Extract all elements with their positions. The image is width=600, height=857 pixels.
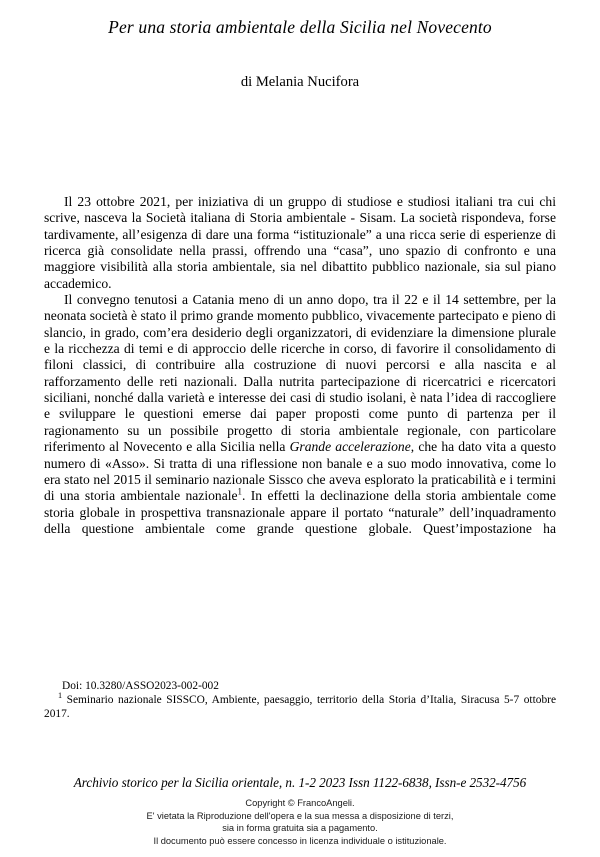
footnote-area bbox=[44, 679, 556, 721]
author-byline: di Melania Nucifora bbox=[240, 74, 360, 90]
copyright-line: E' vietata la Riproduzione dell'opera e la sua messa a disposizione di terzi, bbox=[146, 810, 454, 821]
body-paragraph-2 bbox=[44, 292, 556, 537]
copyright-line: Il documento può essere concesso in licenza individuale o istituzionale. bbox=[153, 835, 447, 846]
copyright-notice bbox=[0, 797, 600, 847]
paragraph-2-text-part-1: Il convegno tenutosi a Catania meno di un anno dopo, tra il 22 e il 14 settembre, per la neonata società è stato il primo grande momento pubblico, vivacemente partecipato e pieno di slancio, in grado, com’era desiderio degli organizzatori, di evidenziare la dimensione plurale e la ricchezza di temi e di approccio delle ricerche in corso, di favorire il consolidamento di filoni classici, di contribuire alla costruzione di nuovi percorsi e alla nascita e al rafforzamento delle reti nazionali. Dalla nutrita partecipazione di ricercatrici e ricercatori siciliani, nonché dalla varietà e interesse dei casi di studio isolani, è nata l’idea di raccogliere e sviluppare le questioni emerse dai paper proposti come punto di partenza per il ragionamento su un possibile progetto di storia ambientale regionale, con particolare riferimento al Novecento e alla Sicilia nella bbox=[44, 292, 556, 455]
copyright-line: sia in forma gratuita sia a pagamento. bbox=[222, 823, 378, 834]
body-paragraph-1 bbox=[44, 194, 556, 292]
paragraph-1-text: Il 23 ottobre 2021, per iniziativa di un gruppo di studiose e studiosi italiani tra cui chi scrive, nasceva la Società italiana di Storia ambientale - Sisam. La società rispondeva, forse tardivamente, all’esigenza di dare una forma “istituzionale” a una ricca serie di esperienze di ricerca già consolidate nella prassi, offrendo una “casa”, uno spazio di confronto e una maggiore visibilità alla storia ambientale, sia nel dibattito pubblico nazionale, sia sul piano accademico. bbox=[44, 194, 556, 291]
copyright-line: Copyright © FrancoAngeli. bbox=[245, 798, 355, 808]
doi-line: Doi: 10.3280/ASSO2023-002-002 bbox=[62, 680, 219, 692]
footnote-1-marker: 1 bbox=[58, 691, 63, 701]
paragraph-2-text-part-3: . In effetti la declinazione della storia ambientale come storia globale in prospettiva transnazionale appare il portato “naturale” dell’inquadramento della questione ambientale come grande questione globale. Quest’impostazione ha bbox=[44, 488, 556, 536]
article-body bbox=[44, 194, 556, 537]
footnote-reference-1[interactable]: 1 bbox=[237, 486, 243, 497]
footnote-1-text: Seminario nazionale SISSCO, Ambiente, paesaggio, territorio della Storia d’Italia, Siracusa 5-7 ottobre 2017. bbox=[44, 694, 556, 721]
paragraph-2-text-part-2: , che ha dato vita a questo numero di «Asso». Si tratta di una riflessione non banale e a suo modo innovativa, come lo era stato nel 2015 il seminario nazionale Sissco che aveva esplorato la praticabilità e i termini di una storia ambientale nazionale bbox=[44, 439, 557, 504]
journal-citation-line: Archivio storico per la Sicilia orientale, n. 1-2 2023 Issn 1122-6838, Issn-e 2532-4756 bbox=[73, 775, 527, 790]
paragraph-2-italic-title: Grande accelerazione bbox=[289, 439, 411, 455]
page-title: Per una storia ambientale della Sicilia nel Novecento bbox=[108, 17, 492, 37]
footnote-1 bbox=[44, 693, 556, 721]
